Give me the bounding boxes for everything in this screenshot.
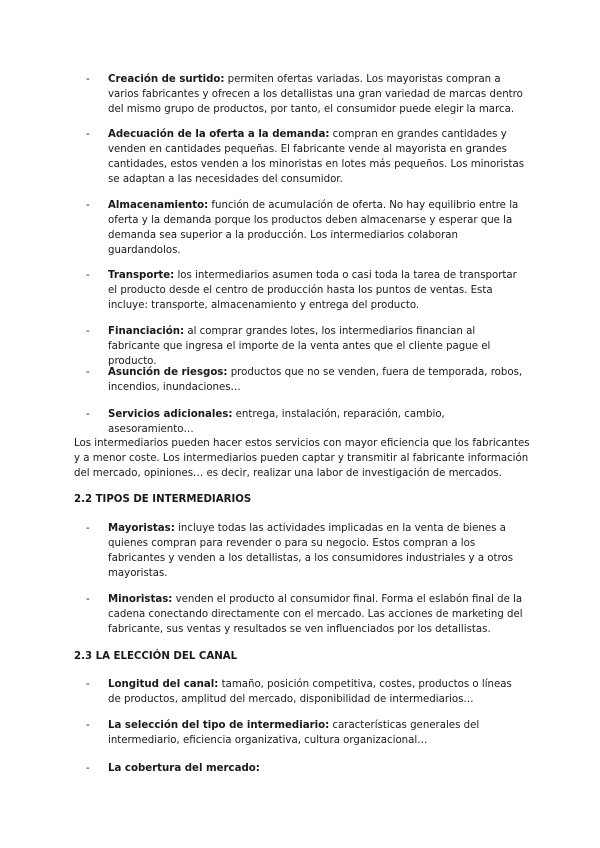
- bullet-dash: -: [86, 523, 90, 534]
- bullet-text: permiten ofertas variadas. Los mayoristas compran a varios fabricantes y ofrecen a los detallistas una gran variedad de marcas dentro del mismo grupo de productos, por tanto, el consumidor puede elegir la marca.: [108, 74, 523, 115]
- bullet-term: Transporte:: [108, 270, 175, 281]
- bullet-financiacion: [86, 324, 526, 369]
- bullet-text: productos que no se venden, fuera de temporada, robos, incendios, inundaciones…: [108, 367, 523, 393]
- bullet-term: Financiación:: [108, 326, 185, 337]
- bullet-dash: -: [86, 270, 90, 281]
- bullet-dash: -: [86, 74, 90, 85]
- bullet-text: compran en grandes cantidades y venden en cantidades pequeñas. El fabricante vende al mayorista en grandes cantidades, estos venden a los minoristas en lotes más pequeños. Los minoristas se adaptan a las necesidades del consumidor.: [108, 129, 525, 185]
- bullet-servicios-adicionales: [86, 407, 526, 437]
- bullet-seleccion-intermediario: [86, 718, 526, 748]
- bullet-text: al comprar grandes lotes, los intermediarios financian al fabricante que ingresa el importe de la venta antes que el cliente pague el producto.: [108, 326, 491, 367]
- bullet-term: Minoristas:: [108, 594, 173, 605]
- bullet-dash: -: [86, 200, 90, 211]
- bullet-dash: -: [86, 763, 90, 774]
- bullet-longitud-canal: [86, 677, 526, 707]
- intermediaries-paragraph: Los intermediarios pueden hacer estos servicios con mayor eficiencia que los fabricantes y a menor coste. Los intermediarios pueden captar y transmitir al fabricante información del mercado, opiniones… es decir, realizar una labor de investigación de mercados.: [74, 438, 530, 479]
- bullet-term: Servicios adicionales:: [108, 409, 233, 420]
- bullet-text: venden el producto al consumidor final. Forma el eslabón final de la cadena conectando directamente con el mercado. Las acciones de marketing del fabricante, sus ventas y resultados se ven influenciados por los detallistas.: [108, 594, 523, 635]
- bullet-dash: -: [86, 367, 90, 378]
- bullet-text: tamaño, posición competitiva, costes, productos o líneas de productos, amplitud del mercado, disponibilidad de intermediarios…: [108, 679, 512, 705]
- bullet-asuncion-riesgos: [86, 365, 526, 395]
- section-heading-tipos-intermediarios: 2.2 TIPOS DE INTERMEDIARIOS: [74, 494, 252, 505]
- bullet-term: Adecuación de la oferta a la demanda:: [108, 129, 330, 140]
- bullet-transporte: [86, 268, 526, 313]
- bullet-text: incluye todas las actividades implicadas en la venta de bienes a quienes compran para revender o para su negocio. Estos compran a los fabricantes y venden a los detallistas, a los consumidores industriales y a otros mayoristas.: [108, 523, 514, 579]
- bullet-dash: -: [86, 679, 90, 690]
- bullet-term: Mayoristas:: [108, 523, 175, 534]
- bullet-term: La cobertura del mercado:: [108, 763, 260, 774]
- bullet-cobertura-mercado: [86, 761, 526, 776]
- bullet-dash: -: [86, 594, 90, 605]
- bullet-creacion-surtido: [86, 72, 526, 117]
- bullet-term: Creación de surtido:: [108, 74, 225, 85]
- bullet-minoristas: [86, 592, 526, 637]
- bullet-dash: -: [86, 326, 90, 337]
- bullet-text: entrega, instalación, reparación, cambio, asesoramiento…: [108, 409, 445, 435]
- bullet-text: los intermediarios asumen toda o casi toda la tarea de transportar el producto desde el centro de producción hasta los puntos de ventas. Esta incluye: transporte, almacenamiento y entrega del producto.: [108, 270, 517, 311]
- bullet-term: Almacenamiento:: [108, 200, 209, 211]
- bullet-adecuacion-oferta: [86, 127, 526, 187]
- bullet-mayoristas: [86, 521, 526, 581]
- bullet-term: Asunción de riesgos:: [108, 367, 228, 378]
- bullet-dash: -: [86, 720, 90, 731]
- bullet-dash: -: [86, 129, 90, 140]
- bullet-text: función de acumulación de oferta. No hay equilibrio entre la oferta y la demanda porque los productos deben almacenarse y esperar que la demanda sea superior a la producción. Los intermediarios colaboran guardandolos.: [108, 200, 519, 256]
- bullet-text: características generales del intermediario, eficiencia organizativa, cultura organizacional…: [108, 720, 480, 746]
- bullet-dash: -: [86, 409, 90, 420]
- bullet-term: La selección del tipo de intermediario:: [108, 720, 330, 731]
- section-heading-eleccion-canal: 2.3 LA ELECCIÓN DEL CANAL: [74, 651, 238, 662]
- bullet-term: Longitud del canal:: [108, 679, 219, 690]
- bullet-almacenamiento: [86, 198, 526, 258]
